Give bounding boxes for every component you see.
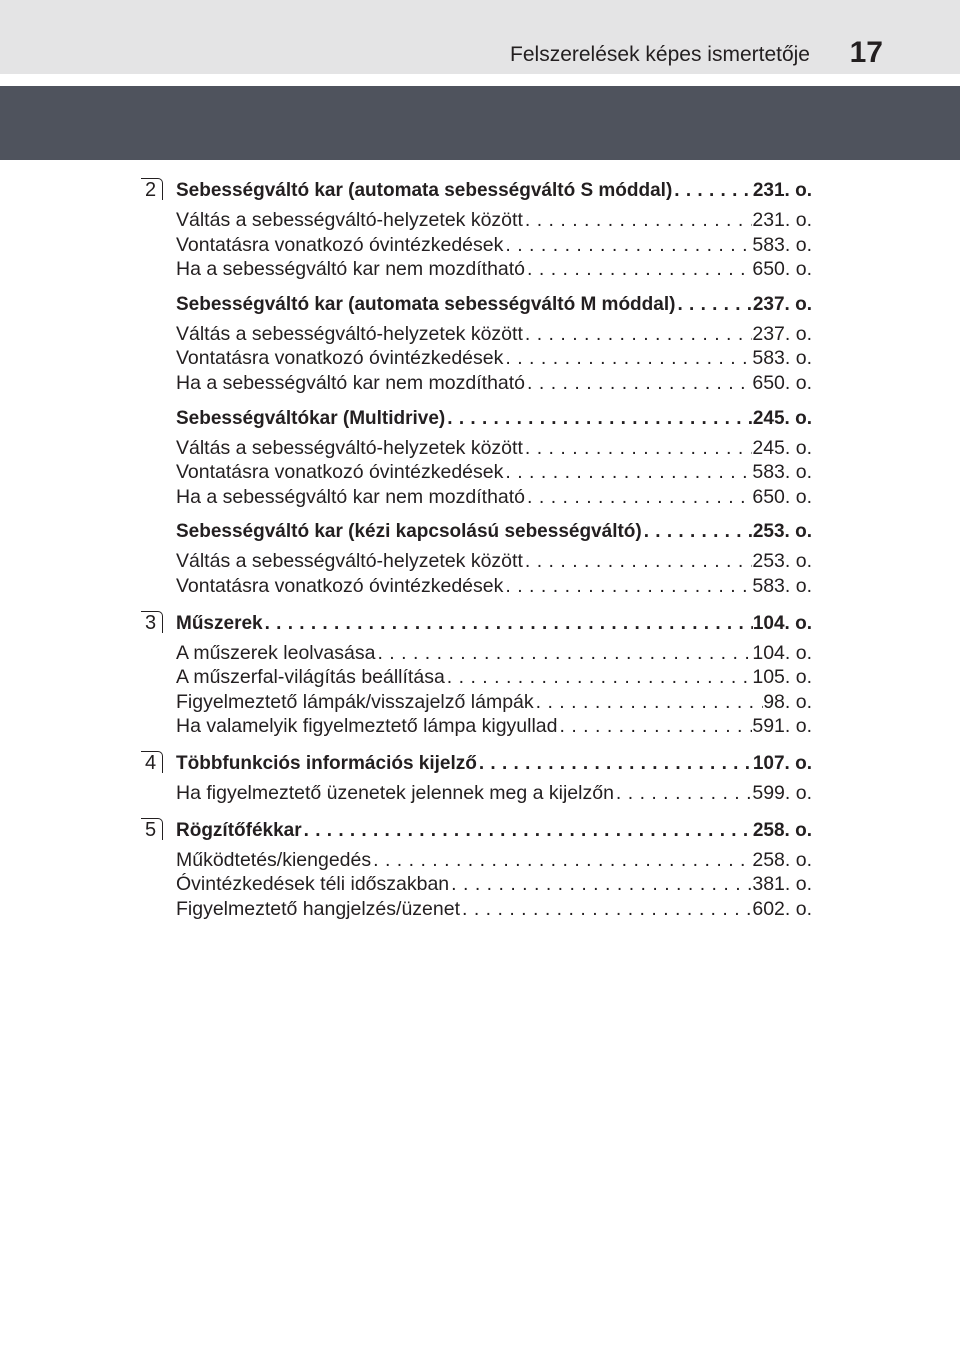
- dot-leader: [445, 404, 753, 434]
- toc-section: [0, 816, 812, 922]
- toc-section: [0, 176, 812, 599]
- toc-entry[interactable]: [176, 436, 812, 461]
- toc-entry-page: 599. o.: [752, 781, 812, 804]
- dot-leader: [375, 641, 752, 666]
- dot-leader: [523, 322, 753, 347]
- toc-section: [0, 749, 812, 806]
- toc-entry-page: 258. o.: [752, 848, 812, 871]
- dot-leader: [503, 346, 752, 371]
- toc-entry[interactable]: [176, 781, 812, 806]
- section-number-marker: 3: [141, 611, 163, 633]
- dot-leader: [675, 290, 752, 320]
- dot-leader: [672, 176, 753, 206]
- toc-entry-label: Vontatásra vonatkozó óvintézkedések: [176, 574, 504, 597]
- toc-entry-label: Ha figyelmeztető üzenetek jelennek meg a kijelzőn: [176, 781, 614, 804]
- toc-heading-page: 237. o.: [752, 293, 812, 315]
- dot-leader: [460, 897, 752, 922]
- toc-entry[interactable]: [176, 574, 812, 599]
- toc-entry-page: 253. o.: [752, 550, 812, 573]
- toc-entry-label: A műszerfal-világítás beállítása: [176, 666, 445, 689]
- toc-section: [0, 609, 812, 739]
- toc-entry[interactable]: [176, 897, 812, 922]
- toc-heading-page: 253. o.: [752, 521, 812, 543]
- toc-entry-label: Vontatásra vonatkozó óvintézkedések: [176, 461, 504, 484]
- toc-entry[interactable]: [176, 460, 812, 485]
- dot-leader: [445, 665, 753, 690]
- toc-heading-label: Sebességváltó kar (kézi kapcsolású sebességváltó): [176, 521, 642, 543]
- toc-heading-entry[interactable]: [176, 517, 812, 547]
- toc-entry-label: Óvintézkedések téli időszakban: [176, 873, 450, 896]
- toc-entry-page: 583. o.: [752, 461, 812, 484]
- toc-heading-page: 107. o.: [752, 752, 812, 774]
- toc-heading-entry[interactable]: [176, 609, 812, 639]
- toc-entry-page: 231. o.: [752, 209, 812, 231]
- toc-entry-label: A műszerek leolvasása: [176, 641, 376, 664]
- dot-leader: [371, 848, 752, 873]
- dot-leader: [614, 781, 752, 806]
- dot-leader: [525, 371, 752, 396]
- page-header-title: Felszerelések képes ismertetője: [510, 43, 810, 66]
- dot-leader: [503, 233, 752, 258]
- toc-entry-page: 104. o.: [752, 641, 812, 664]
- header-strip: [0, 0, 960, 74]
- toc-entry-label: Váltás a sebességváltó-helyzetek között: [176, 322, 523, 345]
- dot-leader: [523, 436, 753, 461]
- toc-entry-label: Vontatásra vonatkozó óvintézkedések: [176, 233, 504, 256]
- table-of-contents: [0, 176, 960, 931]
- toc-entry-page: 98. o.: [763, 690, 812, 713]
- toc-entry[interactable]: [176, 233, 812, 258]
- toc-entry-label: Ha a sebességváltó kar nem mozdítható: [176, 485, 526, 508]
- toc-entry-label: Ha a sebességváltó kar nem mozdítható: [176, 258, 526, 281]
- toc-heading-entry[interactable]: [176, 176, 812, 206]
- section-number-marker: 2: [141, 178, 163, 200]
- toc-entry-page: 650. o.: [752, 371, 812, 394]
- dot-leader: [503, 460, 752, 485]
- toc-entry[interactable]: [176, 257, 812, 282]
- toc-entry-page: 602. o.: [752, 897, 812, 920]
- page-number: 17: [849, 36, 883, 69]
- toc-entry[interactable]: [176, 371, 812, 396]
- toc-entry[interactable]: [176, 872, 812, 897]
- toc-entry[interactable]: [176, 665, 812, 690]
- dot-leader: [523, 549, 753, 574]
- toc-heading-label: Sebességváltó kar (automata sebességváltó S móddal): [176, 180, 673, 201]
- toc-entry-page: 381. o.: [752, 873, 812, 896]
- toc-entry-label: Figyelmeztető hangjelzés/üzenet: [176, 897, 460, 920]
- toc-entry-page: 650. o.: [752, 485, 812, 508]
- dot-leader: [523, 208, 753, 233]
- toc-entry[interactable]: [176, 322, 812, 347]
- toc-entry-page: 237. o.: [752, 322, 812, 345]
- dot-leader: [525, 257, 752, 282]
- section-number-marker: 4: [141, 751, 163, 773]
- dot-leader: [503, 574, 752, 599]
- toc-entry[interactable]: [176, 208, 812, 233]
- dot-leader: [449, 872, 752, 897]
- toc-entry-page: 245. o.: [752, 436, 812, 459]
- toc-entry-page: 591. o.: [752, 715, 812, 738]
- toc-entry-page: 650. o.: [752, 258, 812, 281]
- toc-entry[interactable]: [176, 641, 812, 666]
- toc-entry[interactable]: [176, 690, 812, 715]
- toc-entry-page: 583. o.: [752, 574, 812, 597]
- toc-entry-page: 583. o.: [752, 347, 812, 370]
- toc-heading-page: 104. o.: [752, 612, 812, 634]
- dot-leader: [642, 517, 753, 547]
- toc-entry-label: Figyelmeztető lámpák/visszajelző lámpák: [176, 690, 534, 713]
- dot-leader: [477, 749, 753, 779]
- toc-entry[interactable]: [176, 485, 812, 510]
- toc-entry-label: Működtetés/kiengedés: [176, 848, 372, 871]
- toc-entry-label: Váltás a sebességváltó-helyzetek között: [176, 550, 523, 573]
- toc-entry-label: Váltás a sebességváltó-helyzetek között: [176, 209, 523, 231]
- toc-entry-label: Ha valamelyik figyelmeztető lámpa kigyullad: [176, 715, 558, 738]
- toc-heading-label: Rögzítőfékkar: [176, 819, 302, 841]
- toc-entry-label: Váltás a sebességváltó-helyzetek között: [176, 436, 523, 459]
- dot-leader: [263, 609, 753, 639]
- toc-heading-label: Műszerek: [176, 612, 263, 634]
- toc-entry-page: 105. o.: [752, 666, 812, 689]
- toc-entry-label: Vontatásra vonatkozó óvintézkedések: [176, 347, 504, 370]
- toc-heading-entry[interactable]: [176, 816, 812, 846]
- section-number-marker: 5: [141, 818, 163, 840]
- toc-heading-label: Többfunkciós információs kijelző: [176, 752, 477, 774]
- toc-heading-entry[interactable]: [176, 749, 812, 779]
- dot-leader: [302, 816, 753, 846]
- toc-entry[interactable]: [176, 714, 812, 739]
- toc-heading-page: 231. o.: [752, 180, 812, 201]
- dot-leader: [558, 714, 753, 739]
- dot-leader: [534, 690, 764, 715]
- toc-heading-page: 245. o.: [752, 407, 812, 429]
- toc-entry[interactable]: [176, 848, 812, 873]
- toc-heading-label: Sebességváltókar (Multidrive): [176, 407, 446, 429]
- toc-entry[interactable]: [176, 549, 812, 574]
- dot-leader: [525, 485, 752, 510]
- toc-heading-label: Sebességváltó kar (automata sebességváltó M móddal): [176, 293, 676, 315]
- toc-heading-page: 258. o.: [752, 819, 812, 841]
- toc-heading-entry[interactable]: [176, 404, 812, 434]
- toc-entry-page: 583. o.: [752, 233, 812, 256]
- toc-heading-entry[interactable]: [176, 290, 812, 320]
- header-band: [0, 86, 960, 160]
- toc-entry[interactable]: [176, 346, 812, 371]
- toc-entry-label: Ha a sebességváltó kar nem mozdítható: [176, 371, 526, 394]
